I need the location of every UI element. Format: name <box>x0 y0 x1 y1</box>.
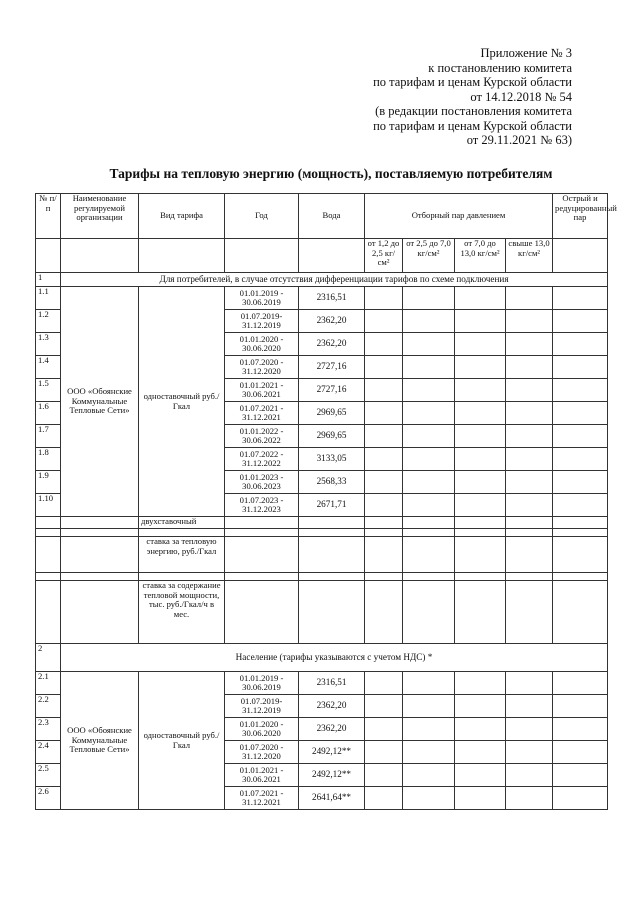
row-num: 1.7 <box>36 425 61 448</box>
period: 01.01.2023 - 30.06.2023 <box>225 471 299 494</box>
empty-cell <box>455 471 506 494</box>
appendix-line: по тарифам и ценам Курской области <box>373 75 572 89</box>
empty-cell <box>365 287 403 310</box>
period: 01.07.2020 - 31.12.2020 <box>225 356 299 379</box>
empty-cell <box>553 494 608 517</box>
empty-cell <box>553 310 608 333</box>
appendix-header <box>272 46 572 148</box>
empty-cell <box>506 471 553 494</box>
empty-cell <box>553 764 608 787</box>
empty-cell <box>403 672 455 695</box>
empty-cell <box>365 741 403 764</box>
empty-cell <box>455 573 506 581</box>
water-value: 2362,20 <box>299 333 365 356</box>
empty-cell <box>506 529 553 537</box>
empty-cell <box>365 537 403 573</box>
empty-cell <box>553 356 608 379</box>
header-pressure-2: от 2,5 до 7,0 кг/см² <box>403 239 455 273</box>
water-value: 2362,20 <box>299 310 365 333</box>
water-value: 2641,64** <box>299 787 365 810</box>
empty-cell <box>455 581 506 644</box>
empty-cell <box>299 573 365 581</box>
empty-cell <box>455 537 506 573</box>
empty-cell <box>403 333 455 356</box>
empty-cell <box>365 448 403 471</box>
empty-cell <box>506 517 553 529</box>
period: 01.07.2021 - 31.12.2021 <box>225 402 299 425</box>
empty-cell <box>455 356 506 379</box>
header-num: № п/п <box>36 194 61 239</box>
empty-cell <box>36 537 61 573</box>
row-num: 1.9 <box>36 471 61 494</box>
subheader-row <box>36 239 608 273</box>
tariff-table <box>35 193 617 810</box>
header-sharp-steam: Острый и редуцированный пар <box>553 194 608 239</box>
section-2-num: 2 <box>36 644 61 672</box>
row-num: 1.4 <box>36 356 61 379</box>
empty-cell <box>61 581 139 644</box>
empty-cell <box>553 239 608 273</box>
row-num: 2.5 <box>36 764 61 787</box>
period: 01.01.2019 - 30.06.2019 <box>225 287 299 310</box>
period: 01.07.2019- 31.12.2019 <box>225 695 299 718</box>
header-tariff-type: Вид тарифа <box>139 194 225 239</box>
empty-cell <box>403 573 455 581</box>
empty-cell <box>455 425 506 448</box>
water-value: 2492,12** <box>299 741 365 764</box>
empty-cell <box>553 581 608 644</box>
period: 01.01.2021 - 30.06.2021 <box>225 379 299 402</box>
empty-cell <box>403 529 455 537</box>
empty-cell <box>365 787 403 810</box>
period: 01.07.2020 - 31.12.2020 <box>225 741 299 764</box>
row-num: 1.3 <box>36 333 61 356</box>
empty-cell <box>225 537 299 573</box>
empty-cell <box>365 529 403 537</box>
period: 01.07.2021 - 31.12.2021 <box>225 787 299 810</box>
org-name: ООО «Обоянские Коммунальные Тепловые Сети» <box>61 287 139 517</box>
empty-cell <box>61 529 139 537</box>
water-value: 2568,33 <box>299 471 365 494</box>
empty-cell <box>36 517 61 529</box>
header-water: Вода <box>299 194 365 239</box>
period: 01.07.2019- 31.12.2019 <box>225 310 299 333</box>
empty-cell <box>36 581 61 644</box>
header-pressure-1: от 1,2 до 2,5 кг/см² <box>365 239 403 273</box>
empty-cell <box>225 239 299 273</box>
header-pressure-4: свыше 13,0 кг/см² <box>506 239 553 273</box>
empty-cell <box>365 672 403 695</box>
empty-cell <box>455 402 506 425</box>
water-value: 2969,65 <box>299 402 365 425</box>
empty-cell <box>61 573 139 581</box>
empty-cell <box>506 537 553 573</box>
empty-cell <box>506 581 553 644</box>
empty-cell <box>403 741 455 764</box>
empty-cell <box>506 787 553 810</box>
empty-cell <box>365 310 403 333</box>
table-row <box>36 581 608 644</box>
header-year: Год <box>225 194 299 239</box>
empty-cell <box>553 529 608 537</box>
tariff-type: одноставочный руб./Гкал <box>139 672 225 810</box>
row-num: 2.1 <box>36 672 61 695</box>
empty-cell <box>365 581 403 644</box>
empty-cell <box>553 287 608 310</box>
empty-cell <box>403 287 455 310</box>
empty-cell <box>403 310 455 333</box>
row-num: 1.6 <box>36 402 61 425</box>
water-value: 2671,71 <box>299 494 365 517</box>
row-num: 1.8 <box>36 448 61 471</box>
appendix-line: Приложение № 3 <box>480 46 572 60</box>
empty-cell <box>455 287 506 310</box>
empty-cell <box>36 239 61 273</box>
section-1-title: Для потребителей, в случае отсутствия дифференциации тарифов по схеме подключения <box>61 273 608 287</box>
empty-cell <box>553 425 608 448</box>
empty-cell <box>455 494 506 517</box>
empty-cell <box>365 425 403 448</box>
appendix-line: от 29.11.2021 № 63) <box>466 133 572 147</box>
empty-cell <box>225 581 299 644</box>
empty-cell <box>553 537 608 573</box>
empty-cell <box>553 471 608 494</box>
empty-cell <box>455 741 506 764</box>
empty-cell <box>506 287 553 310</box>
section-1-num: 1 <box>36 273 61 287</box>
empty-cell <box>403 448 455 471</box>
empty-cell <box>553 573 608 581</box>
empty-cell <box>553 672 608 695</box>
empty-cell <box>139 239 225 273</box>
empty-cell <box>403 494 455 517</box>
section-2-row <box>36 644 608 672</box>
appendix-line: от 14.12.2018 № 54 <box>470 89 572 104</box>
empty-cell <box>365 718 403 741</box>
water-value: 2316,51 <box>299 672 365 695</box>
empty-cell <box>299 239 365 273</box>
empty-cell <box>403 537 455 573</box>
two-part-label: двухставочный <box>139 517 225 529</box>
empty-cell <box>553 333 608 356</box>
table-row <box>36 573 608 581</box>
empty-cell <box>36 573 61 581</box>
row-num: 2.4 <box>36 741 61 764</box>
rate-capacity-label: ставка за содержание тепловой мощности, тыс. руб./Гкал/ч в мес. <box>139 581 225 644</box>
empty-cell <box>506 402 553 425</box>
empty-cell <box>299 517 365 529</box>
row-num: 1.1 <box>36 287 61 310</box>
empty-cell <box>403 517 455 529</box>
empty-cell <box>365 402 403 425</box>
header-pressure-3: от 7,0 до 13,0 кг/см² <box>455 239 506 273</box>
table-row <box>36 287 608 310</box>
empty-cell <box>506 764 553 787</box>
empty-cell <box>299 529 365 537</box>
empty-cell <box>553 517 608 529</box>
empty-cell <box>506 379 553 402</box>
period: 01.01.2019 - 30.06.2019 <box>225 672 299 695</box>
water-value: 2727,16 <box>299 379 365 402</box>
tariff-type: одноставочный руб./Гкал <box>139 287 225 517</box>
empty-cell <box>299 537 365 573</box>
empty-cell <box>365 573 403 581</box>
document-title: Тарифы на тепловую энергию (мощность), поставляемую потребителям <box>109 166 553 181</box>
rate-energy-label: ставка за тепловую энергию, руб./Гкал <box>139 537 225 573</box>
row-num: 2.6 <box>36 787 61 810</box>
empty-cell <box>553 787 608 810</box>
empty-cell <box>36 529 61 537</box>
empty-cell <box>225 517 299 529</box>
empty-cell <box>553 695 608 718</box>
table-row <box>36 529 608 537</box>
empty-cell <box>365 517 403 529</box>
empty-cell <box>365 356 403 379</box>
appendix-line: (в редакции постановления комитета <box>375 104 572 118</box>
empty-cell <box>506 741 553 764</box>
empty-cell <box>403 471 455 494</box>
row-num: 1.5 <box>36 379 61 402</box>
header-org: Наименование регулируемой организации <box>61 194 139 239</box>
table-row <box>36 672 608 695</box>
row-num: 2.3 <box>36 718 61 741</box>
empty-cell <box>61 517 139 529</box>
empty-cell <box>61 239 139 273</box>
empty-cell <box>455 718 506 741</box>
empty-cell <box>455 764 506 787</box>
empty-cell <box>455 333 506 356</box>
empty-cell <box>455 379 506 402</box>
empty-cell <box>299 581 365 644</box>
water-value: 2727,16 <box>299 356 365 379</box>
table-row <box>36 537 608 573</box>
empty-cell <box>506 672 553 695</box>
period: 01.01.2020 - 30.06.2020 <box>225 333 299 356</box>
section-1-row <box>36 273 608 287</box>
water-value: 2969,65 <box>299 425 365 448</box>
period: 01.07.2022 - 31.12.2022 <box>225 448 299 471</box>
water-value: 2362,20 <box>299 718 365 741</box>
period: 01.01.2021 - 30.06.2021 <box>225 764 299 787</box>
empty-cell <box>553 718 608 741</box>
period: 01.01.2022 - 30.06.2022 <box>225 425 299 448</box>
empty-cell <box>506 310 553 333</box>
row-num: 1.2 <box>36 310 61 333</box>
empty-cell <box>403 718 455 741</box>
period: 01.01.2020 - 30.06.2020 <box>225 718 299 741</box>
empty-cell <box>403 764 455 787</box>
empty-cell <box>506 425 553 448</box>
empty-cell <box>455 695 506 718</box>
empty-cell <box>553 448 608 471</box>
empty-cell <box>365 333 403 356</box>
empty-cell <box>365 494 403 517</box>
empty-cell <box>225 573 299 581</box>
water-value: 2492,12** <box>299 764 365 787</box>
org-name: ООО «Обоянские Коммунальные Тепловые Сети» <box>61 672 139 810</box>
empty-cell <box>61 537 139 573</box>
empty-cell <box>365 764 403 787</box>
empty-cell <box>455 448 506 471</box>
empty-cell <box>403 356 455 379</box>
empty-cell <box>506 333 553 356</box>
empty-cell <box>553 402 608 425</box>
empty-cell <box>455 310 506 333</box>
table-row <box>36 517 608 529</box>
water-value: 2362,20 <box>299 695 365 718</box>
empty-cell <box>506 718 553 741</box>
empty-cell <box>455 529 506 537</box>
header-row <box>36 194 608 239</box>
empty-cell <box>506 573 553 581</box>
empty-cell <box>506 494 553 517</box>
empty-cell <box>455 787 506 810</box>
empty-cell <box>365 471 403 494</box>
empty-cell <box>455 672 506 695</box>
empty-cell <box>365 695 403 718</box>
empty-cell <box>506 695 553 718</box>
appendix-line: к постановлению комитета <box>428 60 572 75</box>
header-steam: Отборный пар давлением <box>365 194 553 239</box>
row-num: 1.10 <box>36 494 61 517</box>
empty-cell <box>225 529 299 537</box>
appendix-line: по тарифам и ценам Курской области <box>373 118 572 133</box>
empty-cell <box>403 787 455 810</box>
empty-cell <box>403 695 455 718</box>
empty-cell <box>553 741 608 764</box>
empty-cell <box>403 379 455 402</box>
empty-cell <box>403 581 455 644</box>
water-value: 2316,51 <box>299 287 365 310</box>
empty-cell <box>506 356 553 379</box>
section-2-title: Население (тарифы указываются с учетом НДС) * <box>61 644 608 672</box>
empty-cell <box>506 448 553 471</box>
empty-cell <box>553 379 608 402</box>
row-num: 2.2 <box>36 695 61 718</box>
empty-cell <box>455 517 506 529</box>
water-value: 3133,05 <box>299 448 365 471</box>
empty-cell <box>365 379 403 402</box>
empty-cell <box>403 425 455 448</box>
period: 01.07.2023 - 31.12.2023 <box>225 494 299 517</box>
empty-cell <box>403 402 455 425</box>
